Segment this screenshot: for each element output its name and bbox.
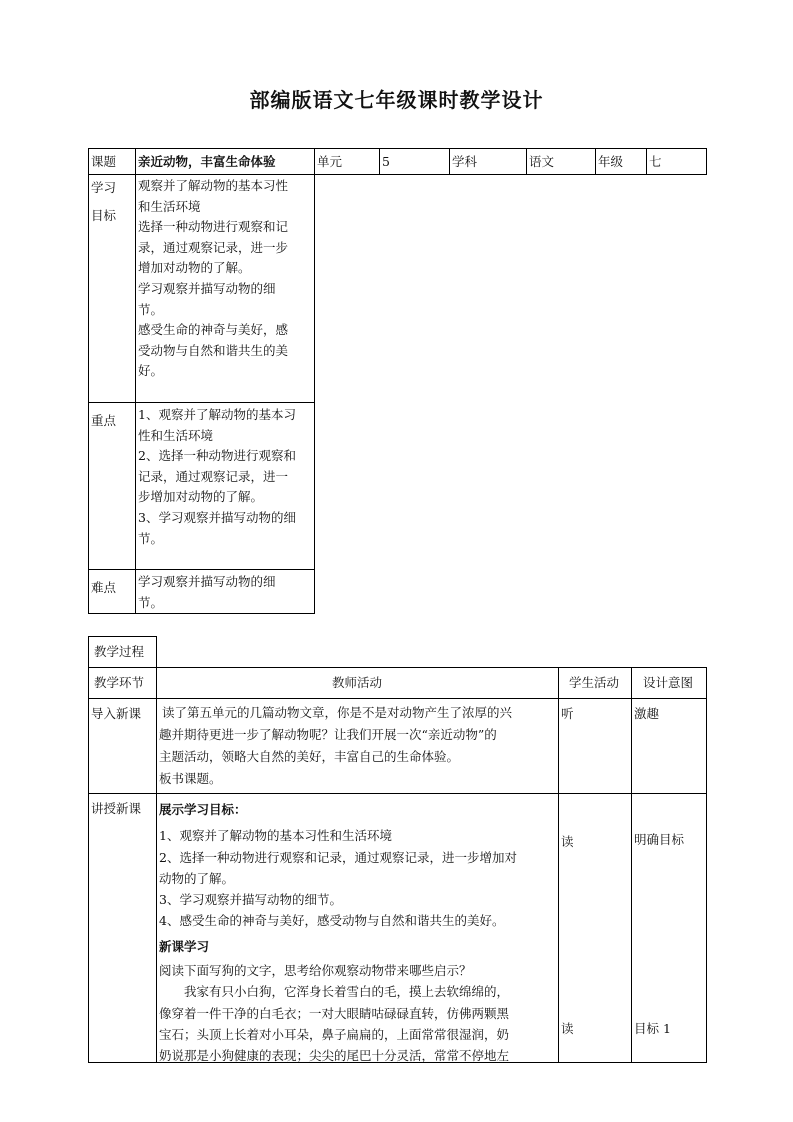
goals-content xyxy=(138,176,288,382)
new-lesson-heading: 新课学习 xyxy=(159,938,210,954)
col-student-header: 学生活动 xyxy=(569,675,620,690)
reading-line: 阅读下面写狗的文字，思考给你观察动物带来哪些启示？ xyxy=(159,963,472,979)
intro-line: 板书课题。 xyxy=(159,771,222,786)
reading-line: 宝石；头顶上长着对小耳朵，鼻子扁扁的，上面常常很湿润，奶 xyxy=(159,1026,510,1042)
course-value: 亲近动物，丰富生命体验 xyxy=(138,154,276,169)
goal-line: 选择一种动物进行观察和记 xyxy=(138,219,289,235)
key-line: 记录，通过观察记录，进一 xyxy=(138,468,289,484)
goal-line: 和生活环境 xyxy=(138,198,201,214)
unit-value: 5 xyxy=(382,154,390,169)
col-stage-header: 教学环节 xyxy=(94,675,145,690)
stage-intro: 导入新课 xyxy=(91,706,142,721)
new-lesson-student-2: 读 xyxy=(561,1021,574,1036)
intro-student: 听 xyxy=(561,706,574,721)
grade-value: 七 xyxy=(649,154,662,169)
goals-heading: 展示学习目标： xyxy=(159,802,247,817)
goals-label-2: 目标 xyxy=(91,208,117,223)
key-line: 1、观察并了解动物的基本习 xyxy=(138,407,296,422)
intro-line: 趣并期待更进一步了解动物呢？让我们开展一次“亲近动物”的 xyxy=(159,727,497,742)
key-line: 步增加对动物的了解。 xyxy=(138,489,264,505)
goal-line: 感受生命的神奇与美好，感 xyxy=(138,322,289,338)
key-line: 性和生活环境 xyxy=(138,427,214,443)
new-lesson-teacher-content xyxy=(159,799,517,1067)
reading-line: 像穿着一件干净的白毛衣；一对大眼睛咕碌碌直转，仿佛两颗黑 xyxy=(159,1005,510,1021)
difficult-content xyxy=(138,572,276,613)
key-label: 重点 xyxy=(91,413,117,428)
lesson-goal-line: 2、选择一种动物进行观察和记录，通过观察记录，进一步增加对 xyxy=(159,849,517,865)
goal-line: 录，通过观察记录，进一步 xyxy=(138,239,289,255)
page-title: 部编版语文七年级课时教学设计 xyxy=(249,88,544,112)
col-intent-header: 设计意图 xyxy=(643,675,694,690)
key-line: 2、选择一种动物进行观察和 xyxy=(138,448,296,464)
course-label: 课题 xyxy=(91,154,117,169)
goal-line: 受动物与自然和谐共生的美 xyxy=(138,342,289,358)
goal-line: 观察并了解动物的基本习性 xyxy=(138,178,289,193)
difficult-line: 学习观察并描写动物的细 xyxy=(138,574,276,589)
unit-label: 单元 xyxy=(317,154,343,169)
grade-label: 年级 xyxy=(598,154,624,169)
key-line: 节。 xyxy=(138,530,164,546)
goal-line: 学习观察并描写动物的细 xyxy=(138,280,276,296)
stage-new-lesson: 讲授新课 xyxy=(91,801,142,816)
lesson-goal-line: 4、感受生命的神奇与美好，感受动物与自然和谐共生的美好。 xyxy=(159,913,505,929)
reading-line: 我家有只小白狗，它浑身长着雪白的毛，摸上去软绵绵的， xyxy=(184,984,510,1000)
intro-intent: 激趣 xyxy=(634,706,660,721)
goal-line: 好。 xyxy=(138,363,164,379)
lesson-goal-line: 1、观察并了解动物的基本习性和生活环境 xyxy=(159,828,392,844)
new-lesson-intent-2: 目标 1 xyxy=(634,1021,671,1036)
difficult-label: 难点 xyxy=(91,580,117,595)
new-lesson-student-1: 读 xyxy=(561,834,574,849)
difficult-line: 节。 xyxy=(138,594,164,610)
intro-line: 读了第五单元的几篇动物文章，你是不是对动物产生了浓厚的兴 xyxy=(162,705,513,720)
key-line: 3、学习观察并描写动物的细 xyxy=(138,509,296,525)
goal-line: 节。 xyxy=(138,301,164,317)
subject-value: 语文 xyxy=(529,154,555,169)
intro-line: 主题活动，领略大自然的美好，丰富自己的生命体验。 xyxy=(159,749,460,764)
reading-line: 奶说那是小狗健康的表现；尖尖的尾巴十分灵活，常常不停地左 xyxy=(159,1048,510,1064)
intro-teacher-content xyxy=(159,702,512,790)
lesson-goal-line: 3、学习观察并描写动物的细节。 xyxy=(159,892,342,908)
new-lesson-intent-1: 明确目标 xyxy=(634,832,685,847)
process-heading: 教学过程 xyxy=(94,644,145,659)
lesson-goal-line: 动物的了解。 xyxy=(159,870,235,886)
col-teacher-header: 教师活动 xyxy=(332,675,383,690)
subject-label: 学科 xyxy=(452,154,478,169)
goal-line: 增加对动物的了解。 xyxy=(138,260,251,276)
goals-label: 学习 xyxy=(91,180,117,195)
key-content xyxy=(138,405,296,549)
